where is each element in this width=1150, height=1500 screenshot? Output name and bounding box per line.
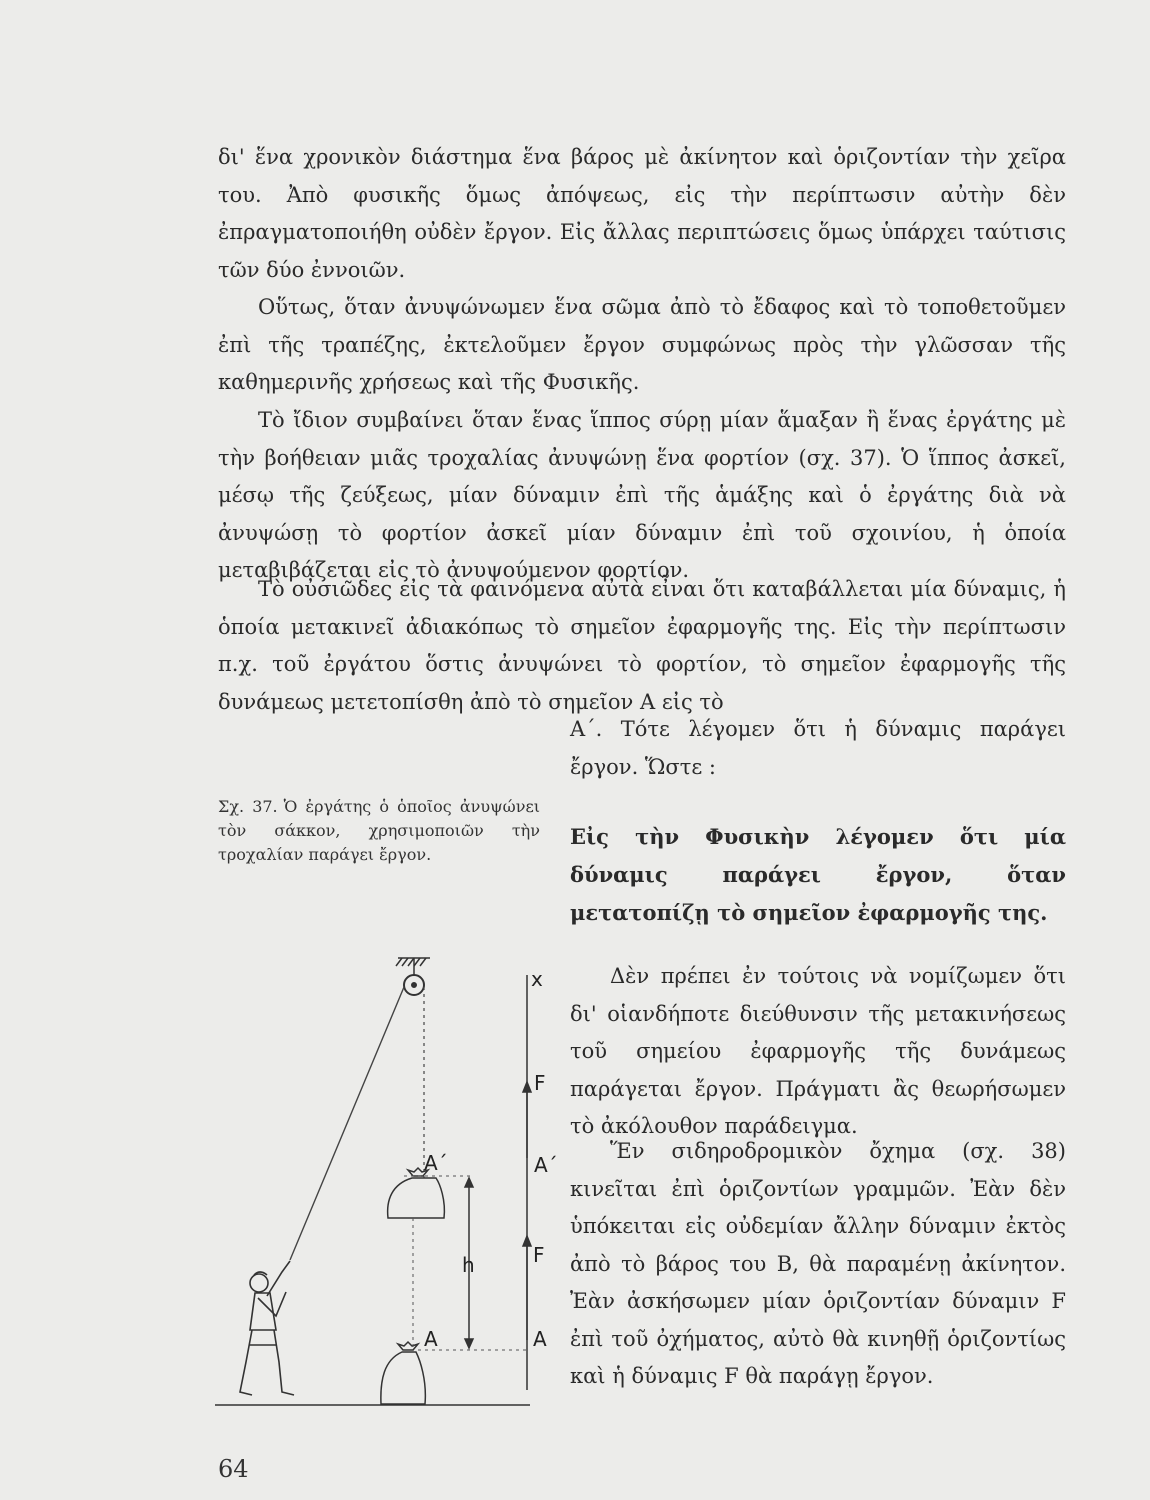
work-definition: Εἰς τὴν Φυσικὴν λέγομεν ὅτι μία δύναμις παράγει ἔργον, ὅταν μετατοπίζῃ τὸ σημεῖον ἐφαρμογῆς της. bbox=[570, 824, 1066, 925]
label-a-axis: Α bbox=[533, 1327, 547, 1351]
sack-lifted-icon bbox=[388, 1168, 445, 1218]
label-a-sack: Α bbox=[424, 1327, 438, 1351]
vertical-axis bbox=[523, 975, 531, 1390]
label-a-prime-axis: Α΄ bbox=[534, 1153, 558, 1177]
paragraph-4-continuation: Α΄. Τότε λέγομεν ὅτι ἡ δύναμις παράγει ἔργον. Ὥστε : bbox=[570, 717, 1066, 779]
ceiling-mount-icon bbox=[396, 958, 430, 976]
worker-icon bbox=[240, 1261, 294, 1395]
paragraph-5: Δὲν πρέπει ἐν τούτοις νὰ νομίζωμεν ὅτι δι' οἱανδήποτε διεύθυνσιν τῆς μετακινήσεως τοῦ σημείου ἐφαρμογῆς τῆς δυνάμεως παράγεται ἔργον. Πράγματι ἂς θεωρήσωμεν τὸ ἀκόλουθον παράδειγμα. bbox=[570, 964, 1066, 1138]
paragraph-1: δι' ἕνα χρονικὸν διάστημα ἕνα βάρος μὲ ἀκίνητον καὶ ὁριζοντίαν τὴν χεῖρα του. Ἀπὸ φυσικῆς ὅμως ἀπόψεως, εἰς τὴν περίπτωσιν αὐτὴν δὲν ἐπραγματοποιήθη οὐδὲν ἔργον. Εἰς ἄλλας περιπτώσεις ὅμως ὑπάρχει ταύτισις τῶν δύο ἐννοιῶν. bbox=[218, 145, 1066, 282]
label-h: h bbox=[462, 1253, 475, 1277]
paragraph-2: Οὕτως, ὅταν ἀνυψώνωμεν ἕνα σῶμα ἀπὸ τὸ ἔδαφος καὶ τὸ τοποθετοῦμεν ἐπὶ τῆς τραπέζης, ἐκτελοῦμεν ἔργον συμφώνως πρὸς τὴν γλῶσσαν τῆς καθημερινῆς χρήσεως καὶ τῆς Φυσικῆς. bbox=[218, 295, 1066, 394]
label-f-top: F bbox=[534, 1071, 546, 1095]
rope-pulled bbox=[290, 987, 404, 1260]
sack-ground-icon bbox=[381, 1342, 425, 1404]
label-f-bottom: F bbox=[533, 1243, 545, 1267]
label-x: x bbox=[531, 967, 543, 991]
paragraph-6: Ἕν σιδηροδρομικὸν ὄχημα (σχ. 38) κινεῖται ἐπὶ ὁριζοντίων γραμμῶν. Ἐὰν δὲν ὑπόκειται εἰς οὐδεμίαν ἄλλην δύναμιν ἐκτὸς ἀπὸ τὸ βάρος του Β, θὰ παραμένῃ ἀκίνητον. Ἐὰν ἀσκήσωμεν μίαν ὁριζοντίαν δύναμιν F ἐπὶ τοῦ ὀχήματος, αὐτὸ θὰ κινηθῇ ὁριζοντίως καὶ ἡ δύναμις F θὰ παράγῃ ἔργον. bbox=[570, 1139, 1066, 1388]
paragraph-4: Τὸ οὐσιῶδες εἰς τὰ φαινόμενα αὐτὰ εἶναι ὅτι καταβάλλεται μία δύναμις, ἡ ὁποία μετακινεῖ ἀδιακόπως τὸ σημεῖον ἐφαρμογῆς της. Εἰς τὴν περίπτωσιν π.χ. τοῦ ἐργάτου ὅστις ἀνυψώνει τὸ φορτίον, τὸ σημεῖον ἐφαρμογῆς τῆς δυνάμεως μετετοπίσθη ἀπὸ τὸ σημεῖον Α εἰς τὸ bbox=[218, 577, 1066, 714]
caption-label: Σχ. 37. bbox=[218, 797, 278, 816]
pulley-icon bbox=[404, 975, 424, 995]
label-a-prime-sack: Α΄ bbox=[424, 1151, 448, 1175]
paragraph-3: Τὸ ἴδιον συμβαίνει ὅταν ἕνας ἵππος σύρῃ μίαν ἅμαξαν ἢ ἕνας ἐργάτης μὲ τὴν βοήθειαν μιᾶς τροχαλίας ἀνυψώνῃ ἕνα φορτίον (σχ. 37). Ὁ ἵππος ἀσκεῖ, μέσῳ τῆς ζεύξεως, μίαν δύναμιν ἐπὶ τῆς ἁμάξης καὶ ὁ ἐργάτης διὰ νὰ ἀνυψώσῃ τὸ φορτίον ἀσκεῖ μίαν δύναμιν ἐπὶ τοῦ σχοινίου, ἡ ὁποία μεταβιβάζεται εἰς τὸ ἀνυψούμενον φορτίον. bbox=[218, 408, 1066, 582]
page-number: 64 bbox=[218, 1455, 249, 1483]
caption-text: Ὁ ἐργάτης ὁ ὁποῖος ἀνυψώνει τὸν σάκκον, χρησιμοποιῶν τὴν τροχαλίαν παράγει ἔργον. bbox=[218, 797, 541, 864]
